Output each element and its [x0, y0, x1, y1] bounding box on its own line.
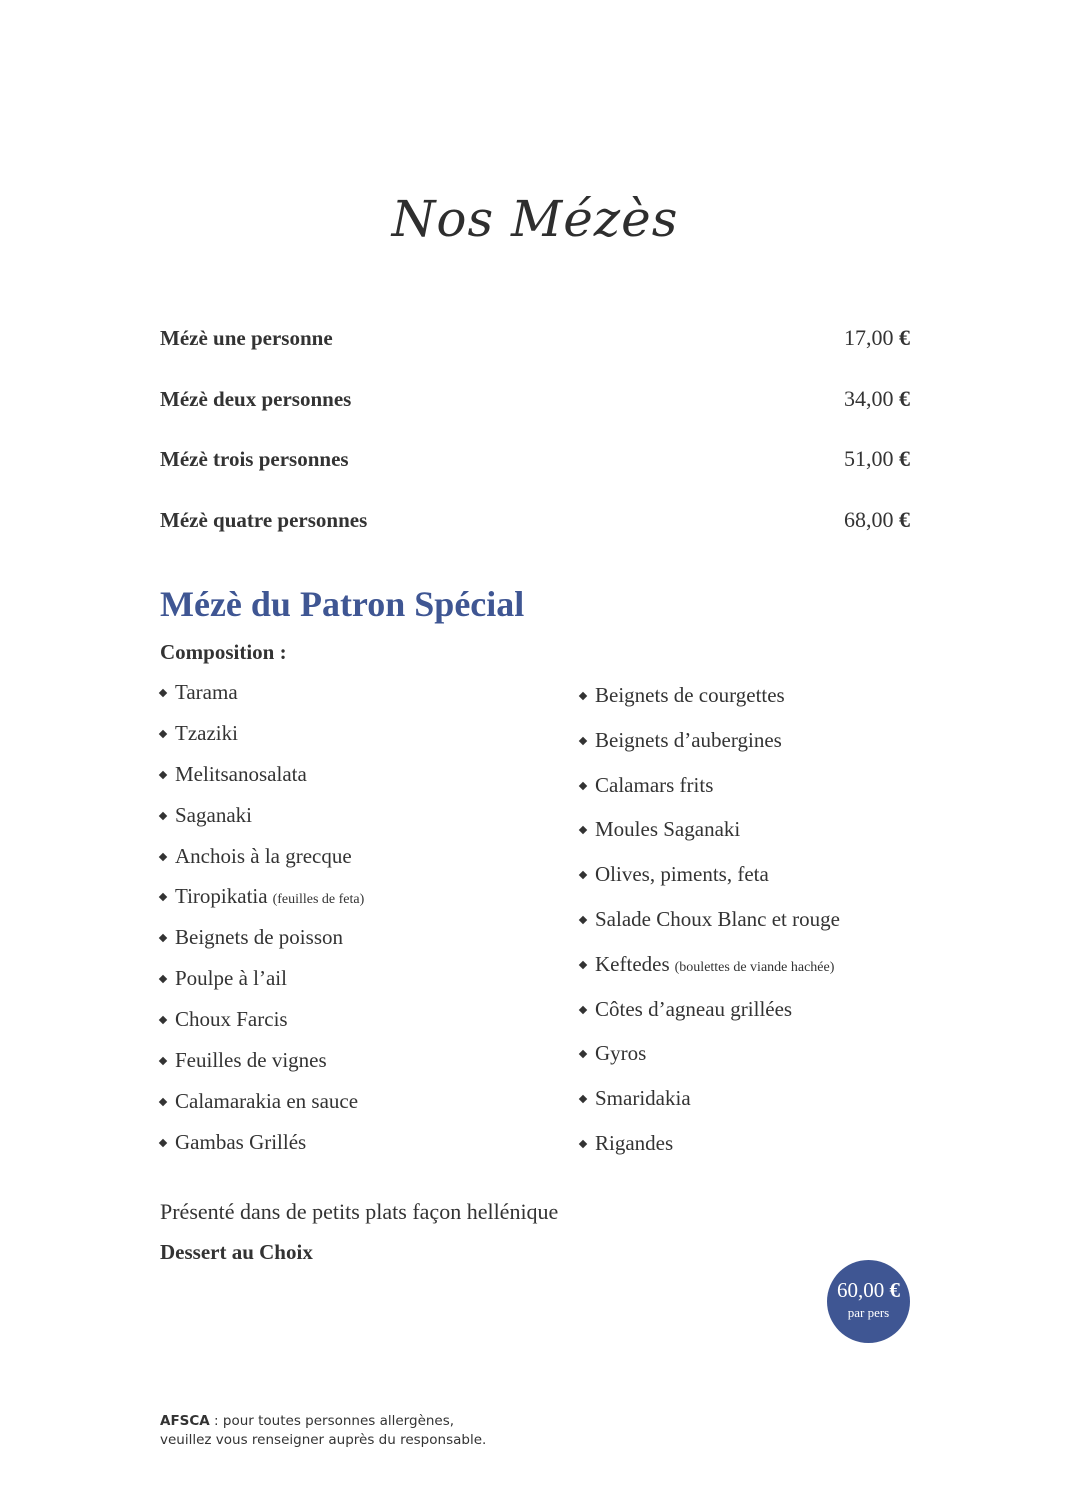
item-name: Beignets de poisson	[175, 925, 343, 950]
list-item	[580, 862, 840, 907]
item-name: Gambas Grillés	[175, 1129, 307, 1154]
composition-list-right	[580, 683, 840, 1176]
diamond-bullet-icon	[159, 689, 167, 697]
item-name: Saganaki	[175, 802, 252, 827]
badge-price: 60,00 €	[837, 1278, 900, 1302]
footer-line1: : pour toutes personnes allergènes,	[209, 1413, 455, 1429]
list-item	[160, 844, 364, 885]
diamond-bullet-icon	[579, 826, 587, 834]
list-item	[160, 1089, 364, 1130]
diamond-bullet-icon	[579, 692, 587, 700]
item-name: Smaridakia	[595, 1086, 691, 1111]
item-name: Feuilles de vignes	[175, 1048, 327, 1073]
list-item	[160, 1130, 364, 1171]
list-item	[160, 680, 364, 721]
list-item	[580, 1041, 840, 1086]
price-row-price: 68,00 €	[844, 507, 910, 533]
list-item	[580, 728, 840, 773]
diamond-bullet-icon	[159, 811, 167, 819]
item-name: Beignets de courgettes	[595, 683, 785, 707]
price-badge	[827, 1260, 910, 1343]
list-item	[160, 966, 364, 1007]
list-item	[580, 1086, 840, 1131]
price-row-name: Mézè deux personnes	[160, 386, 352, 411]
item-name: Côtes d’agneau grillées	[595, 996, 793, 1021]
list-item	[580, 952, 840, 997]
item-name: Calamarakia en sauce	[175, 1088, 359, 1113]
diamond-bullet-icon	[159, 893, 167, 901]
list-item	[580, 1131, 840, 1176]
item-name: Olives, piments, feta	[595, 862, 769, 887]
list-item	[160, 721, 364, 762]
diamond-bullet-icon	[579, 961, 587, 969]
item-name: Tarama	[175, 680, 238, 704]
item-name: Moules Saganaki	[595, 817, 741, 842]
price-row-price: 34,00 €	[844, 385, 910, 411]
meze-price-list	[160, 325, 910, 568]
price-row-name: Mézè une personne	[160, 326, 333, 350]
item-name: Keftedes	[595, 951, 670, 976]
allergen-footer	[160, 1412, 486, 1450]
diamond-bullet-icon	[579, 1140, 587, 1148]
special-title: Mézè du Patron Spécial	[160, 584, 525, 624]
list-item	[160, 803, 364, 844]
diamond-bullet-icon	[579, 916, 587, 924]
item-name: Beignets d’aubergines	[595, 727, 782, 752]
item-name: Tiropikatia	[175, 884, 268, 909]
item-name: Choux Farcis	[175, 1007, 288, 1032]
item-name: Gyros	[595, 1041, 647, 1066]
diamond-bullet-icon	[579, 871, 587, 879]
page-title: Nos Mézès	[391, 190, 679, 248]
diamond-bullet-icon	[579, 781, 587, 789]
item-name: Melitsanosalata	[175, 761, 307, 786]
item-name: Calamars frits	[595, 772, 714, 797]
diamond-bullet-icon	[159, 934, 167, 942]
list-item	[580, 817, 840, 862]
diamond-bullet-icon	[579, 737, 587, 745]
badge-unit: par pers	[847, 1305, 890, 1320]
diamond-bullet-icon	[159, 852, 167, 860]
price-row-price: 17,00 €	[844, 325, 910, 350]
composition-list-left	[160, 680, 364, 1171]
diamond-bullet-icon	[579, 1050, 587, 1058]
diamond-bullet-icon	[159, 975, 167, 983]
list-item	[160, 1007, 364, 1048]
diamond-bullet-icon	[159, 771, 167, 779]
price-row	[160, 325, 910, 386]
price-row	[160, 507, 910, 568]
diamond-bullet-icon	[159, 1139, 167, 1147]
diamond-bullet-icon	[159, 1057, 167, 1065]
diamond-bullet-icon	[159, 1098, 167, 1106]
item-note: (boulettes de viande hachée)	[674, 959, 835, 975]
item-note: (feuilles de feta)	[272, 892, 365, 908]
item-name: Anchois à la grecque	[175, 843, 352, 868]
diamond-bullet-icon	[579, 1095, 587, 1103]
diamond-bullet-icon	[159, 730, 167, 738]
list-item	[160, 925, 364, 966]
item-name: Rigandes	[595, 1130, 674, 1155]
presentation-note: Présenté dans de petits plats façon hellénique	[160, 1199, 559, 1224]
list-item	[580, 773, 840, 818]
list-item	[160, 762, 364, 803]
list-item	[160, 1048, 364, 1089]
footer-label: AFSCA	[160, 1413, 210, 1429]
list-item	[580, 907, 840, 952]
price-row-name: Mézè trois personnes	[160, 447, 349, 472]
diamond-bullet-icon	[579, 1005, 587, 1013]
price-row-price: 51,00 €	[844, 446, 910, 472]
item-name: Salade Choux Blanc et rouge	[595, 906, 840, 931]
price-row-name: Mézè quatre personnes	[160, 508, 368, 533]
item-name: Poulpe à l’ail	[175, 966, 287, 991]
list-item	[580, 997, 840, 1042]
item-name: Tzaziki	[175, 720, 238, 745]
price-row	[160, 446, 910, 507]
composition-label: Composition :	[160, 640, 287, 664]
footer-line2: veuillez vous renseigner auprès du responsable.	[160, 1432, 487, 1448]
dessert-note: Dessert au Choix	[160, 1240, 313, 1264]
list-item	[580, 683, 840, 728]
diamond-bullet-icon	[159, 1016, 167, 1024]
price-row	[160, 386, 910, 447]
list-item	[160, 884, 364, 925]
